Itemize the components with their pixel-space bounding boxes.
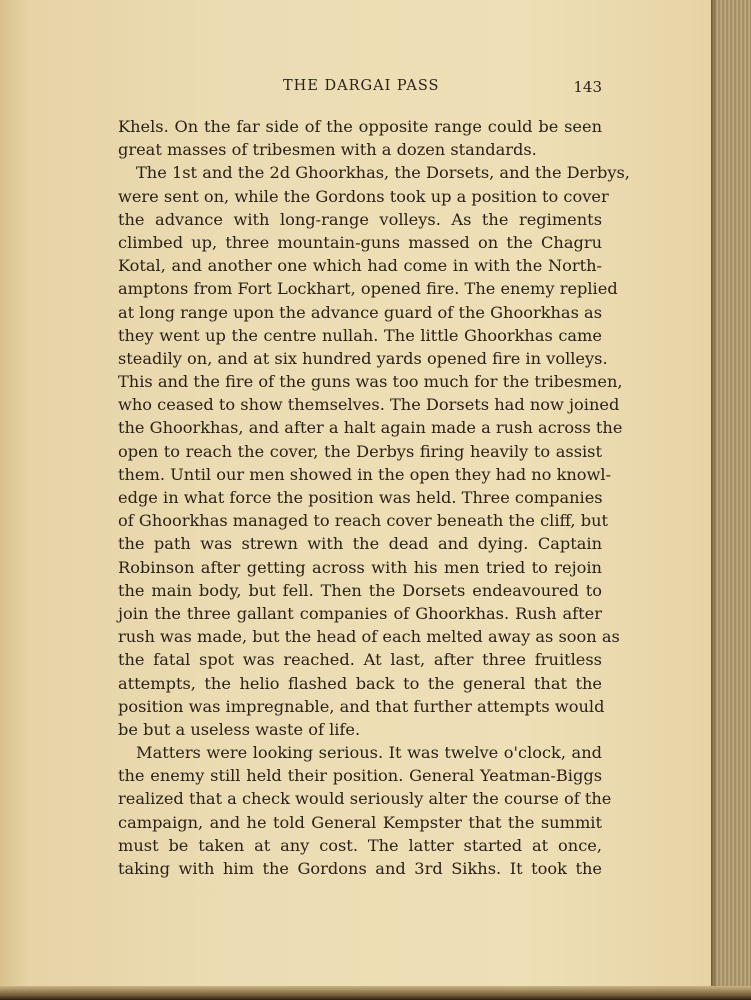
text-line: Robinson after getting across with his men tried to rejoin (118, 557, 602, 577)
text-line: This and the fire of the guns was too much for the tribesmen, (118, 372, 623, 392)
body-text (118, 115, 630, 880)
running-head: THE DARGAI PASS (283, 78, 440, 94)
text-line: of Ghoorkhas managed to reach cover beneath the cliff, but (118, 511, 609, 531)
text-line: were sent on, while the Gordons took up a position to cover (118, 186, 609, 206)
page-number: 143 (573, 78, 602, 96)
text-line: join the three gallant companies of Ghoorkhas. Rush after (118, 603, 602, 623)
text-line: steadily on, and at six hundred yards opened fire in volleys. (118, 348, 608, 368)
text-line: the enemy still held their position. General Yeatman-Biggs (118, 766, 602, 786)
text-line: the advance with long-range volleys. As the regiments (118, 209, 602, 229)
text-line: rush was made, but the head of each melted away as soon as (118, 627, 620, 647)
text-line: must be taken at any cost. The latter started at once, (118, 835, 602, 855)
text-line: open to reach the cover, the Derbys firing heavily to assist (118, 441, 602, 461)
text-line: Kotal, and another one which had come in with the North- (118, 256, 602, 276)
text-line: Khels. On the far side of the opposite range could be seen (118, 117, 602, 136)
text-line: amptons from Fort Lockhart, opened fire. The enemy replied (118, 279, 618, 299)
text-line: they went up the centre nullah. The little Ghoorkhas came (118, 325, 602, 345)
text-line: the path was strewn with the dead and dying. Captain (118, 534, 602, 554)
text-line: the fatal spot was reached. At last, after three fruitless (118, 650, 602, 670)
text-line: who ceased to show themselves. The Dorsets had now joined (118, 395, 620, 415)
text-line: The 1st and the 2d Ghoorkhas, the Dorsets, and the Derbys, (136, 163, 630, 183)
text-line: position was impregnable, and that further attempts would (118, 696, 605, 716)
page-bottom-edge (0, 986, 751, 1000)
text-line: Matters were looking serious. It was twelve o'clock, and (136, 743, 602, 763)
text-line: at long range upon the advance guard of the Ghoorkhas as (118, 302, 602, 322)
page-edges (711, 0, 751, 1000)
text-line: great masses of tribesmen with a dozen standards. (118, 140, 537, 160)
text-line: the main body, but fell. Then the Dorsets endeavoured to (118, 580, 602, 600)
text-line: the Ghoorkhas, and after a halt again made a rush across the (118, 418, 623, 438)
text-line: taking with him the Gordons and 3rd Sikhs. It took the (118, 859, 602, 878)
text-line: climbed up, three mountain-guns massed on the Chagru (118, 232, 602, 252)
text-line: them. Until our men showed in the open they had no knowl- (118, 464, 612, 484)
text-line: campaign, and he told General Kempster that the summit (118, 812, 602, 832)
page-header (118, 78, 602, 100)
text-line: be but a useless waste of life. (118, 719, 361, 739)
text-line: edge in what force the position was held. Three companies (118, 488, 603, 507)
text-line: attempts, the helio flashed back to the general that the (118, 673, 602, 693)
text-line: realized that a check would seriously alter the course of the (118, 789, 612, 809)
